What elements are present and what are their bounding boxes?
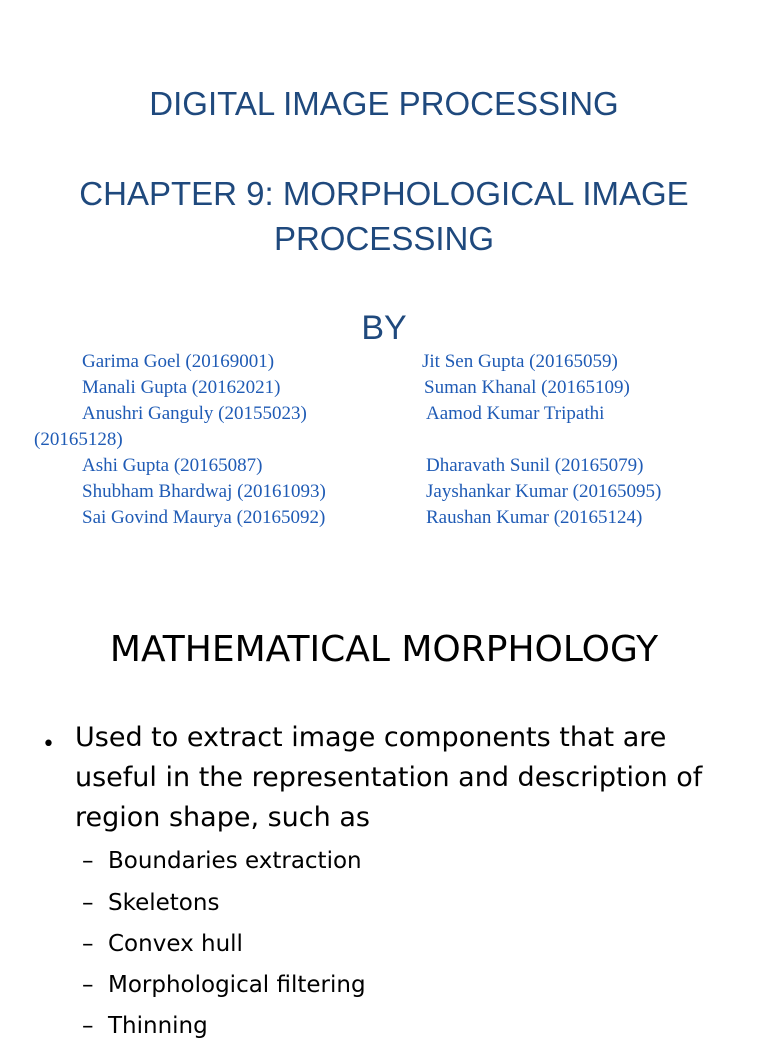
content-slide	[0, 590, 768, 1039]
member-right-2: Suman Khanal (20165109)	[424, 377, 630, 398]
dash-icon: –	[82, 931, 94, 957]
member-right-5: Jayshankar Kumar (20165095)	[426, 481, 662, 502]
chapter-title-line-2: PROCESSING	[273, 220, 495, 257]
member-left-1: Garima Goel (20169001)	[82, 351, 275, 372]
slide-title: MATHEMATICAL MORPHOLOGY	[109, 629, 659, 670]
sub-item-thinning	[82, 1011, 208, 1041]
sub-item-label: Boundaries extraction	[108, 848, 362, 874]
chapter-title-line-1: CHAPTER 9: MORPHOLOGICAL IMAGE	[79, 175, 689, 212]
member-wrapped-id: (20165128)	[34, 429, 123, 450]
sub-item-convex-hull	[82, 929, 243, 959]
member-left-4: Ashi Gupta (20165087)	[82, 455, 263, 476]
sub-item-label: Thinning	[108, 1013, 208, 1039]
dash-icon: –	[82, 848, 94, 874]
sub-item-skeletons	[82, 888, 219, 918]
sub-item-label: Convex hull	[108, 931, 243, 957]
member-left-5: Shubham Bhardwaj (20161093)	[82, 481, 326, 502]
bullet-text-line-2: useful in the representation and description of	[75, 762, 703, 793]
sub-item-label: Skeletons	[108, 890, 220, 916]
member-right-6: Raushan Kumar (20165124)	[426, 507, 643, 528]
by-label: BY	[361, 309, 407, 347]
dash-icon: –	[82, 890, 94, 916]
member-left-2: Manali Gupta (20162021)	[82, 377, 281, 398]
bullet-icon: •	[42, 732, 55, 757]
member-left-6: Sai Govind Maurya (20165092)	[82, 507, 326, 528]
dash-icon: –	[82, 1013, 94, 1039]
sub-item-label: Morphological filtering	[108, 972, 366, 998]
bullet-text-line-1: Used to extract image components that are	[75, 722, 667, 753]
slide-title: DIGITAL IMAGE PROCESSING	[149, 85, 619, 122]
bullet-text-line-3: region shape, such as	[75, 802, 370, 833]
member-right-4: Dharavath Sunil (20165079)	[426, 455, 644, 476]
sub-item-filtering	[82, 970, 366, 1000]
dash-icon: –	[82, 972, 94, 998]
member-right-3: Aamod Kumar Tripathi	[426, 403, 605, 424]
sub-item-boundaries	[82, 846, 362, 876]
member-left-3: Anushri Ganguly (20155023)	[82, 403, 307, 424]
member-right-1: Jit Sen Gupta (20165059)	[422, 351, 618, 372]
